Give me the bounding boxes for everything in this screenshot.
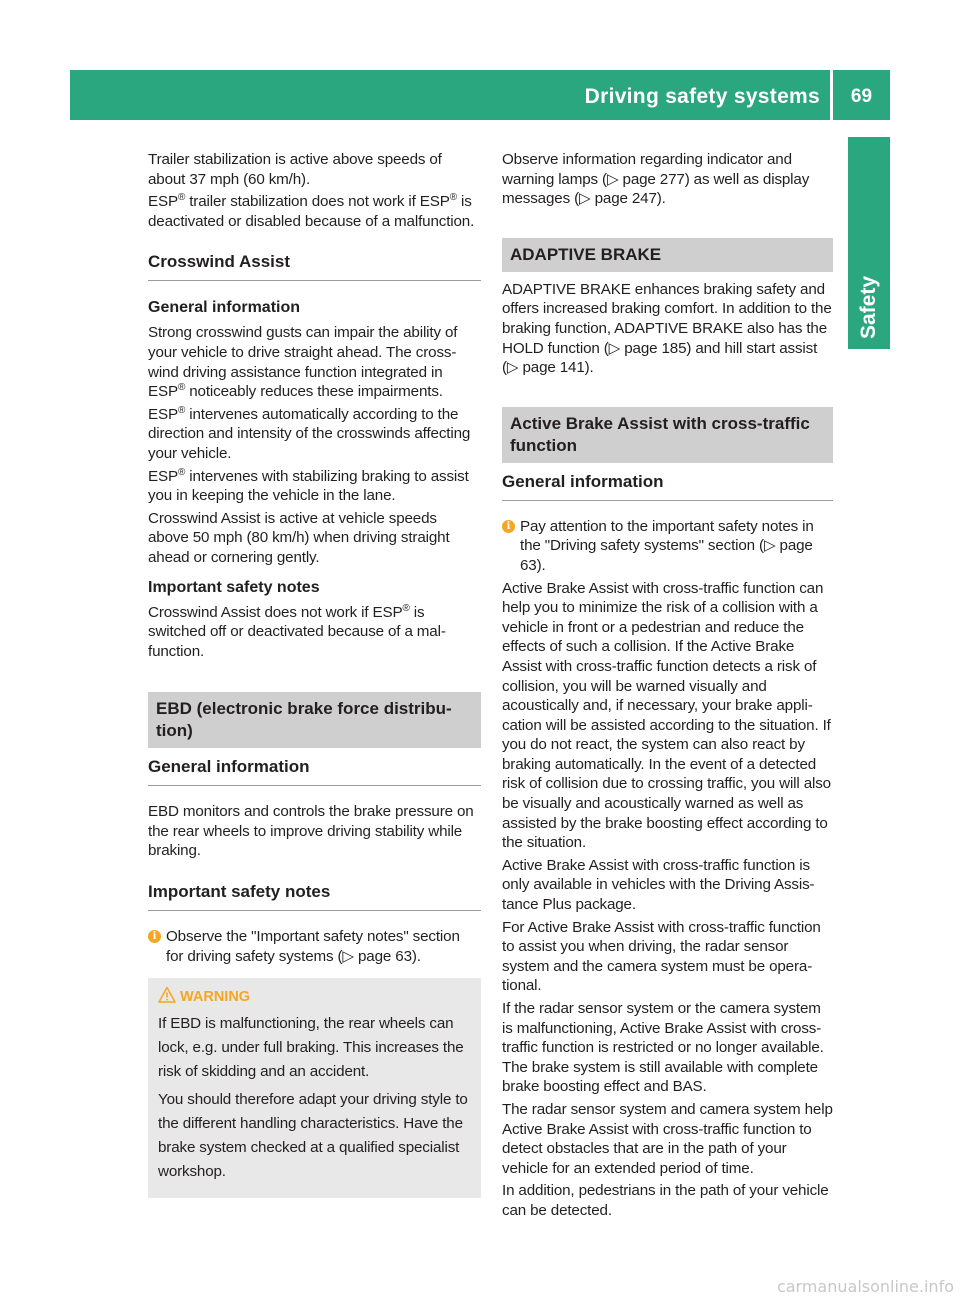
paragraph: ADAPTIVE BRAKE enhances braking safety and offers increased braking comfort. In addition to the braking function, ADAPTIVE BRAKE also has the HOLD function (▷ page 185) and hill start assist (▷ page 141). bbox=[502, 280, 832, 377]
info-note bbox=[502, 517, 833, 576]
warning-text: You should therefore adapt your driving style to the different handling characteristics. Have the brake system checked at a qualified specialist workshop. bbox=[158, 1091, 468, 1181]
info-icon: i bbox=[148, 930, 161, 943]
paragraph: Crosswind Assist does not work if ESP® is switched off or deactivated because of a malfunction. bbox=[148, 602, 446, 660]
warning-title: WARNING bbox=[180, 989, 251, 1006]
heading-crosswind-assist: Crosswind Assist bbox=[148, 251, 481, 281]
page-number: 69 bbox=[850, 86, 873, 107]
paragraph: If the radar sensor system or the camera system is malfunctioning, Active Brake Assist with cross-traffic function is restricted or no longer available. The brake system is still available with complete brake boosting effect and BAS. bbox=[502, 1000, 824, 1096]
chapter-tab-label: Safety bbox=[857, 275, 880, 339]
heading-general-information: General information bbox=[148, 299, 301, 317]
paragraph: Trailer stabilization is active above speeds of about 37 mph (60 km/h). bbox=[148, 151, 442, 188]
paragraph: Strong crosswind gusts can impair the ability of your vehicle to drive straight ahead. The crosswind driving assistance function integrated in ESP® noticeably reduces these impairments. bbox=[148, 324, 458, 401]
paragraph: ESP® trailer stabilization does not work if ESP® is deactivated or disabled because of a malfunction. bbox=[148, 192, 475, 230]
left-column bbox=[148, 150, 481, 1198]
heading-aba-general-information: General information bbox=[502, 471, 833, 501]
info-text: Observe the "Important safety notes" section for driving safety systems (▷ page 63). bbox=[166, 928, 460, 965]
paragraph: Active Brake Assist with cross-traffic function is only available in vehicles with the Driving Assistance Plus package. bbox=[502, 856, 815, 914]
info-icon: i bbox=[502, 520, 515, 533]
chapter-tab bbox=[848, 137, 890, 349]
heading-adaptive-brake: ADAPTIVE BRAKE bbox=[502, 238, 833, 272]
paragraph: The radar sensor system and camera system help Active Brake Assist with cross-traffic function to detect obstacles that are in the path of your vehicle for an extended period of time. bbox=[502, 1100, 833, 1177]
paragraph: ESP® intervenes with stabilizing braking to assist you in keeping the vehicle in the lane. bbox=[148, 466, 469, 505]
heading-ebd-general-information: General information bbox=[148, 756, 481, 786]
warning-header bbox=[158, 988, 473, 1006]
heading-ebd: EBD (electronic brake force distribution) bbox=[148, 692, 481, 748]
paragraph: For Active Brake Assist with cross-traffic function to assist you when driving, the radar sensor system and the camera system must be operational. bbox=[502, 918, 821, 995]
paragraph: Active Brake Assist with cross-traffic function can help you to minimize the risk of a collision with a vehicle in front or a pedestrian and reduce the effects of such a collision. If the Active Brake Assist with cross-traffic function detects a risk of collision, you will be warned visually and acoustically and, if necessary, your brake application will be assisted according to the situation. If you do not react, the system can also react by braking automatically. In the event of a detected risk of collision due to crossing traffic, you will also be visually and acoustically warned as well as assisted by the brake boosting effect according to the situation. bbox=[502, 579, 831, 852]
warning-text: If EBD is malfunctioning, the rear wheels can lock, e.g. under full braking. This increases the risk of skidding and an accident. bbox=[158, 1015, 464, 1081]
info-text: Pay attention to the important safety notes in the "Driving safety systems" section (▷ page 63). bbox=[520, 517, 814, 574]
paragraph: In addition, pedestrians in the path of your vehicle can be detected. bbox=[502, 1182, 829, 1219]
warning-box bbox=[148, 978, 481, 1198]
paragraph: Crosswind Assist is active at vehicle speeds above 50 mph (80 km/h) when driving straight ahead or cornering gently. bbox=[148, 509, 450, 566]
paragraph: Observe information regarding indicator and warning lamps (▷ page 277) as well as display messages (▷ page 247). bbox=[502, 151, 810, 208]
heading-active-brake-assist: Active Brake Assist with cross-traffic function bbox=[502, 407, 833, 463]
info-note bbox=[148, 927, 481, 966]
paragraph: EBD monitors and controls the brake pressure on the rear wheels to improve driving stability while braking. bbox=[148, 803, 474, 860]
paragraph: ESP® intervenes automatically according to the direction and intensity of the crosswinds affecting your vehicle. bbox=[148, 404, 471, 462]
right-column bbox=[502, 150, 833, 1224]
warning-triangle-icon bbox=[158, 986, 176, 1004]
page-header bbox=[70, 70, 890, 120]
section-title: Driving safety systems bbox=[584, 85, 820, 108]
heading-important-safety-notes: Important safety notes bbox=[148, 578, 320, 596]
watermark: carmanualsonline.info bbox=[776, 1277, 954, 1296]
heading-ebd-important-safety-notes: Important safety notes bbox=[148, 881, 481, 911]
